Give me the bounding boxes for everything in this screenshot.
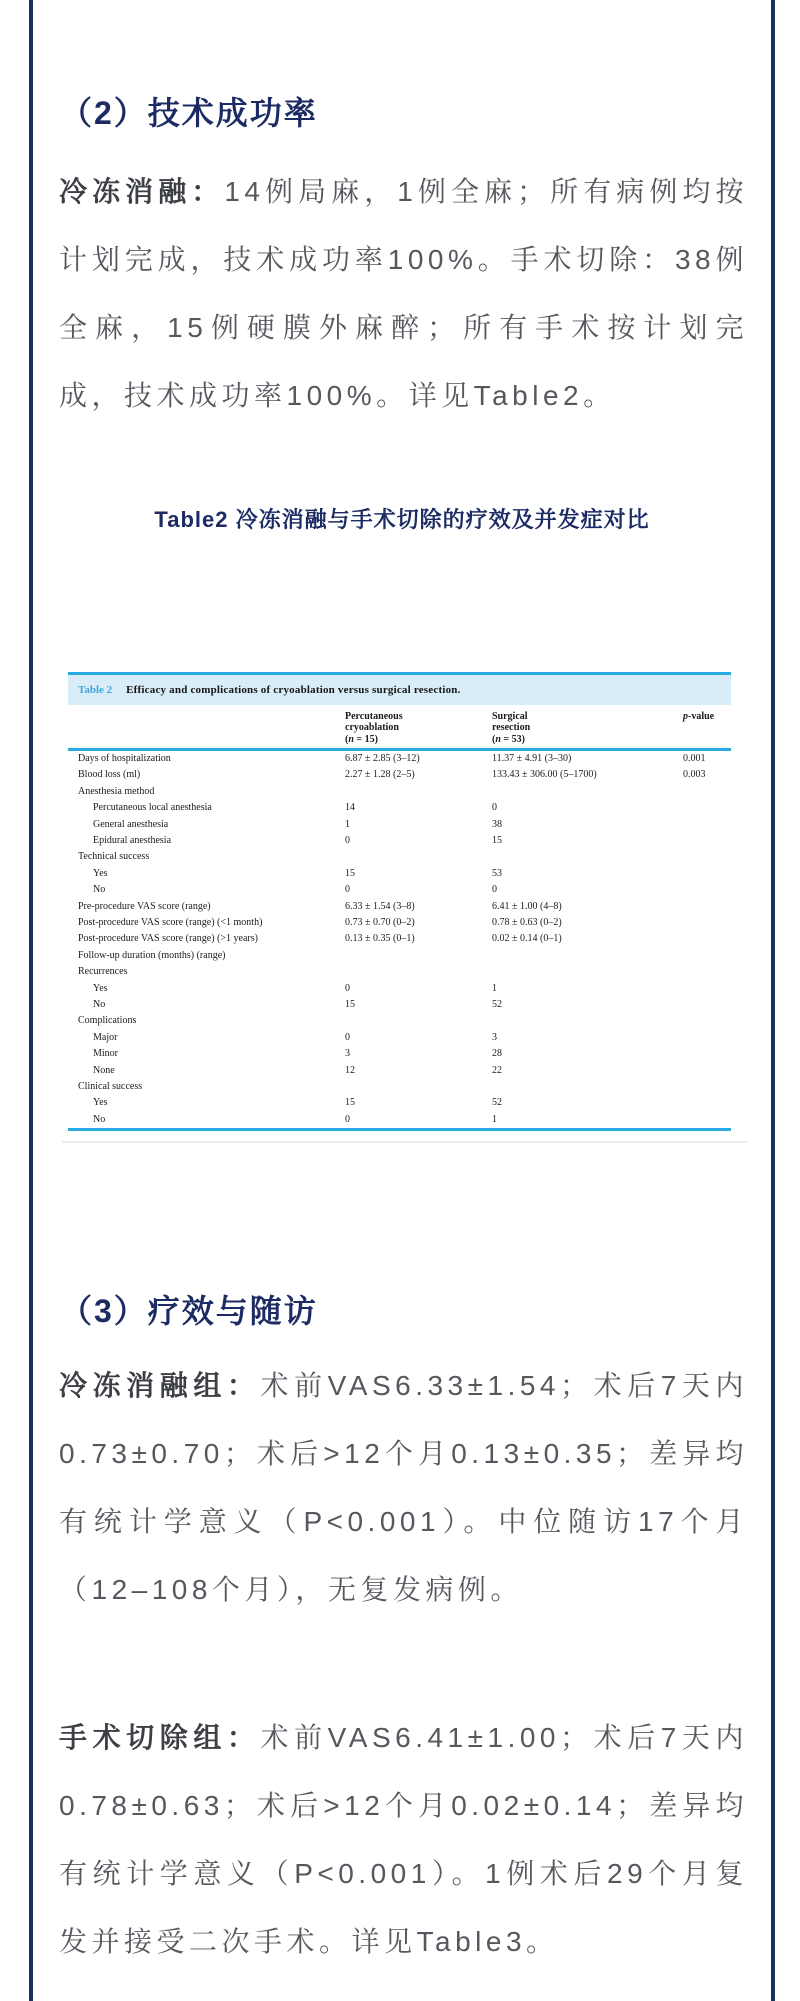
row-label: Yes [93,982,108,994]
cell-value: 0.001 [683,753,706,765]
header-line: p-value [683,711,715,722]
cell-value: 3 [492,1031,497,1043]
table-row [68,931,731,947]
row-label: Recurrences [78,966,128,978]
table2-body [68,751,731,1128]
cell-value: 52 [492,1097,502,1109]
table2-title: Efficacy and complications of cryoablation versus surgical resection. [126,684,461,696]
row-label: Percutaneous local anesthesia [93,802,212,814]
table-row [68,1046,731,1062]
row-label: Pre-procedure VAS score (range) [78,900,211,912]
cell-value: 15 [345,998,355,1010]
cell-value: 6.87 ± 2.85 (3–12) [345,753,420,765]
cell-value: 0 [492,884,497,896]
table2-col-header [68,711,345,745]
paragraph-surgical-group [59,1704,748,1976]
cell-value: 1 [492,1113,497,1125]
row-label: No [93,1113,106,1125]
cell-value: 38 [492,818,502,830]
table-row [68,800,731,816]
table-row [68,833,731,849]
table2-col-header [492,711,683,745]
cell-value: 12 [345,1064,355,1076]
row-label: Blood loss (ml) [78,769,141,781]
table-row [68,849,731,865]
table-row [68,767,731,783]
row-label: Post-procedure VAS score (range) (>1 years) [78,933,258,945]
row-label: Yes [93,1097,108,1109]
header-line: (n = 53) [492,733,525,745]
row-label: Clinical success [78,1080,143,1092]
cell-value: 28 [492,1048,502,1060]
header-line: (n = 15) [345,733,378,745]
cell-value: 1 [345,818,350,830]
table-row [68,882,731,898]
table2-figure [68,672,731,1131]
row-label: Epidural anesthesia [93,835,172,847]
paragraph-cryoablation-group [59,1352,748,1624]
right-border-line [771,0,775,2001]
row-label: Post-procedure VAS score (range) (<1 month) [78,916,263,928]
header-line: resection [492,722,531,734]
cell-value: 0 [345,982,350,994]
row-label: No [93,998,106,1010]
table2-column-headers [68,705,731,748]
table-row [68,866,731,882]
cell-value: 0 [345,884,350,896]
left-border-line [29,0,33,2001]
table-row [68,816,731,832]
header-line: cryoablation [345,722,399,734]
row-label: General anesthesia [93,818,169,830]
cell-value: 0.13 ± 0.35 (0–1) [345,933,415,945]
table-row [68,915,731,931]
paragraph-text: 术前VAS6.33±1.54；术后7天内0.73±0.70；术后>12个月0.13±0.35；差异均有统计学意义（P<0.001）。中位随访17个月（12–108个月），无复发病例。 [59,1370,748,1605]
cell-value: 2.27 ± 1.28 (2–5) [345,769,415,781]
cell-value: 15 [492,835,502,847]
cell-value: 0.003 [683,769,706,781]
cell-value: 0 [345,835,350,847]
cell-value: 6.41 ± 1.00 (4–8) [492,900,562,912]
cell-value: 0 [345,1113,350,1125]
table-row [68,964,731,980]
row-label: Follow-up duration (months) (range) [78,949,226,961]
header-line: Surgical [492,711,528,722]
paragraph-text: 14例局麻，1例全麻；所有病例均按计划完成，技术成功率100%。手术切除：38例全麻，15例硬膜外麻醉；所有手术按计划完成，技术成功率100%。详见Table2。 [59,176,748,411]
cell-value: 22 [492,1064,502,1076]
table-image-bottom-edge [62,1141,748,1143]
cell-value: 6.33 ± 1.54 (3–8) [345,900,415,912]
paragraph-technical-success [59,158,748,430]
table-bottom-rule [68,1128,731,1131]
row-label: Anesthesia method [78,785,155,797]
table-row [68,751,731,767]
row-label: No [93,884,106,896]
row-label: Days of hospitalization [78,753,171,765]
table-row [68,980,731,996]
paragraph-lead: 手术切除组： [59,1722,261,1753]
row-label: Yes [93,867,108,879]
row-label: None [93,1064,115,1076]
table-row [68,898,731,914]
table-row [68,1030,731,1046]
table2-caption: Table2 冷冻消融与手术切除的疗效及并发症对比 [154,507,650,532]
cell-value: 53 [492,867,502,879]
paragraph-lead: 冷冻消融组： [59,1370,261,1401]
table-row [68,997,731,1013]
paragraph-text: 术前VAS6.41±1.00；术后7天内0.78±0.63；术后>12个月0.02±0.14；差异均有统计学意义（P<0.001）。1例术后29个月复发并接受二次手术。详见Table3。 [59,1722,748,1957]
cell-value: 52 [492,998,502,1010]
paragraph-lead: 冷冻消融： [59,176,225,207]
table2-titlebar [68,675,731,705]
section-heading-technical-success: （2）技术成功率 [60,94,318,131]
cell-value: 0.73 ± 0.70 (0–2) [345,916,415,928]
table-row [68,1095,731,1111]
row-label: Technical success [78,851,150,863]
cell-value: 3 [345,1048,350,1060]
table-row [68,1079,731,1095]
cell-value: 11.37 ± 4.91 (3–30) [492,753,572,765]
row-label: Major [93,1031,118,1043]
cell-value: 15 [345,1097,355,1109]
row-label: Complications [78,1015,137,1027]
section-heading-efficacy-followup: （3）疗效与随访 [60,1292,318,1329]
table-row [68,784,731,800]
cell-value: 0.02 ± 0.14 (0–1) [492,933,562,945]
cell-value: 14 [345,802,355,814]
table-row [68,1111,731,1127]
table-row [68,948,731,964]
cell-value: 1 [492,982,497,994]
cell-value: 133.43 ± 306.00 (5–1700) [492,769,597,781]
table2-col-header [345,711,492,745]
cell-value: 15 [345,867,355,879]
cell-value: 0 [492,802,497,814]
cell-value: 0 [345,1031,350,1043]
row-label: Minor [93,1048,118,1060]
table2-col-header [683,711,731,745]
table2-label: Table 2 [78,684,113,696]
cell-value: 0.78 ± 0.63 (0–2) [492,916,562,928]
table-row [68,1062,731,1078]
header-line: Percutaneous [345,711,403,722]
table-row [68,1013,731,1029]
